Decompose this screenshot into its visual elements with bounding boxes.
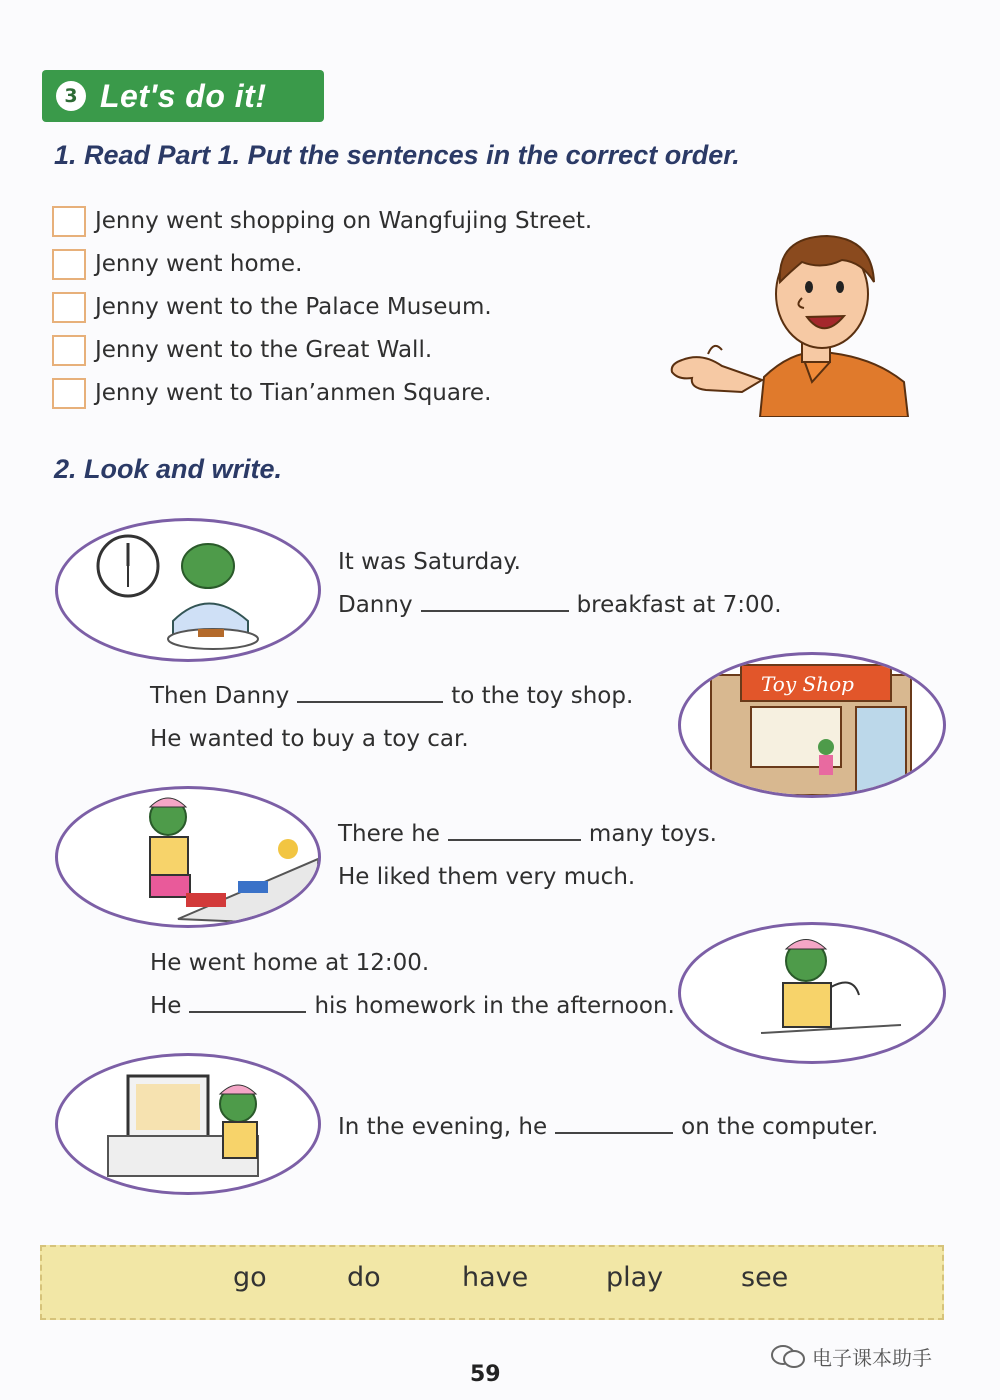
answer-blank-3[interactable]: [448, 821, 581, 841]
s2-line1: [150, 683, 633, 709]
order-sentence: Jenny went home.: [95, 251, 303, 277]
order-checkbox[interactable]: [52, 249, 86, 280]
order-item-1: [52, 203, 592, 239]
order-item-5: [52, 375, 491, 411]
s2-line2: He wanted to buy a toy car.: [150, 726, 469, 752]
chat-bubbles-icon: [770, 1344, 806, 1370]
s5-before: In the evening, he: [338, 1114, 548, 1140]
s3-after: many toys.: [588, 821, 717, 847]
order-sentence: Jenny went to the Great Wall.: [95, 337, 433, 363]
order-item-3: [52, 289, 492, 325]
s1-after: breakfast at 7:00.: [576, 592, 782, 618]
s4-line2: [150, 993, 675, 1019]
answer-blank-4[interactable]: [189, 993, 306, 1013]
s5-line: [338, 1114, 878, 1140]
s3-line1: [338, 821, 717, 847]
s2-before: Then Danny: [150, 683, 290, 709]
order-sentence: Jenny went to the Palace Museum.: [95, 294, 492, 320]
section-number: 3: [56, 81, 86, 111]
s3-before: There he: [338, 821, 440, 847]
word-bank-see: see: [741, 1262, 789, 1293]
answer-blank-5[interactable]: [555, 1114, 673, 1134]
answer-blank-1[interactable]: [421, 592, 569, 612]
s5-after: on the computer.: [681, 1114, 879, 1140]
s4-line1: He went home at 12:00.: [150, 950, 430, 976]
order-checkbox[interactable]: [52, 292, 86, 323]
order-item-2: [52, 246, 302, 282]
order-sentence: Jenny went to Tian’anmen Square.: [95, 380, 492, 406]
s1-line2: [338, 592, 782, 618]
boy-illustration: [662, 232, 912, 417]
s1-line1: It was Saturday.: [338, 549, 521, 575]
word-bank-play: play: [606, 1262, 664, 1293]
s4-after: his homework in the afternoon.: [314, 993, 675, 1019]
order-checkbox[interactable]: [52, 335, 86, 366]
watermark: [770, 1342, 932, 1371]
word-bank-go: go: [233, 1262, 267, 1293]
task1-heading: 1. Read Part 1. Put the sentences in the correct order.: [54, 140, 740, 170]
picture-toy-shop: [678, 652, 946, 798]
section-title: Let's do it!: [100, 77, 267, 114]
order-item-4: [52, 332, 432, 368]
page-number: 59: [470, 1362, 501, 1387]
s3-line2: He liked them very much.: [338, 864, 636, 890]
picture-homework: [678, 922, 946, 1064]
section-banner: [42, 70, 324, 122]
shop-sign-text: Toy Shop: [761, 672, 854, 696]
answer-blank-2[interactable]: [297, 683, 443, 703]
s1-before: Danny: [338, 592, 413, 618]
order-checkbox[interactable]: [52, 378, 86, 409]
picture-computer: [55, 1053, 321, 1195]
watermark-text: 电子课本助手: [812, 1346, 932, 1370]
word-bank-have: have: [462, 1262, 529, 1293]
word-bank-do: do: [347, 1262, 381, 1293]
s2-after: to the toy shop.: [451, 683, 634, 709]
task2-heading: 2. Look and write.: [54, 454, 283, 484]
picture-breakfast: [55, 518, 321, 662]
order-checkbox[interactable]: [52, 206, 86, 237]
picture-toys: [55, 786, 321, 928]
s4-before: He: [150, 993, 182, 1019]
order-sentence: Jenny went shopping on Wangfujing Street.: [95, 208, 593, 234]
